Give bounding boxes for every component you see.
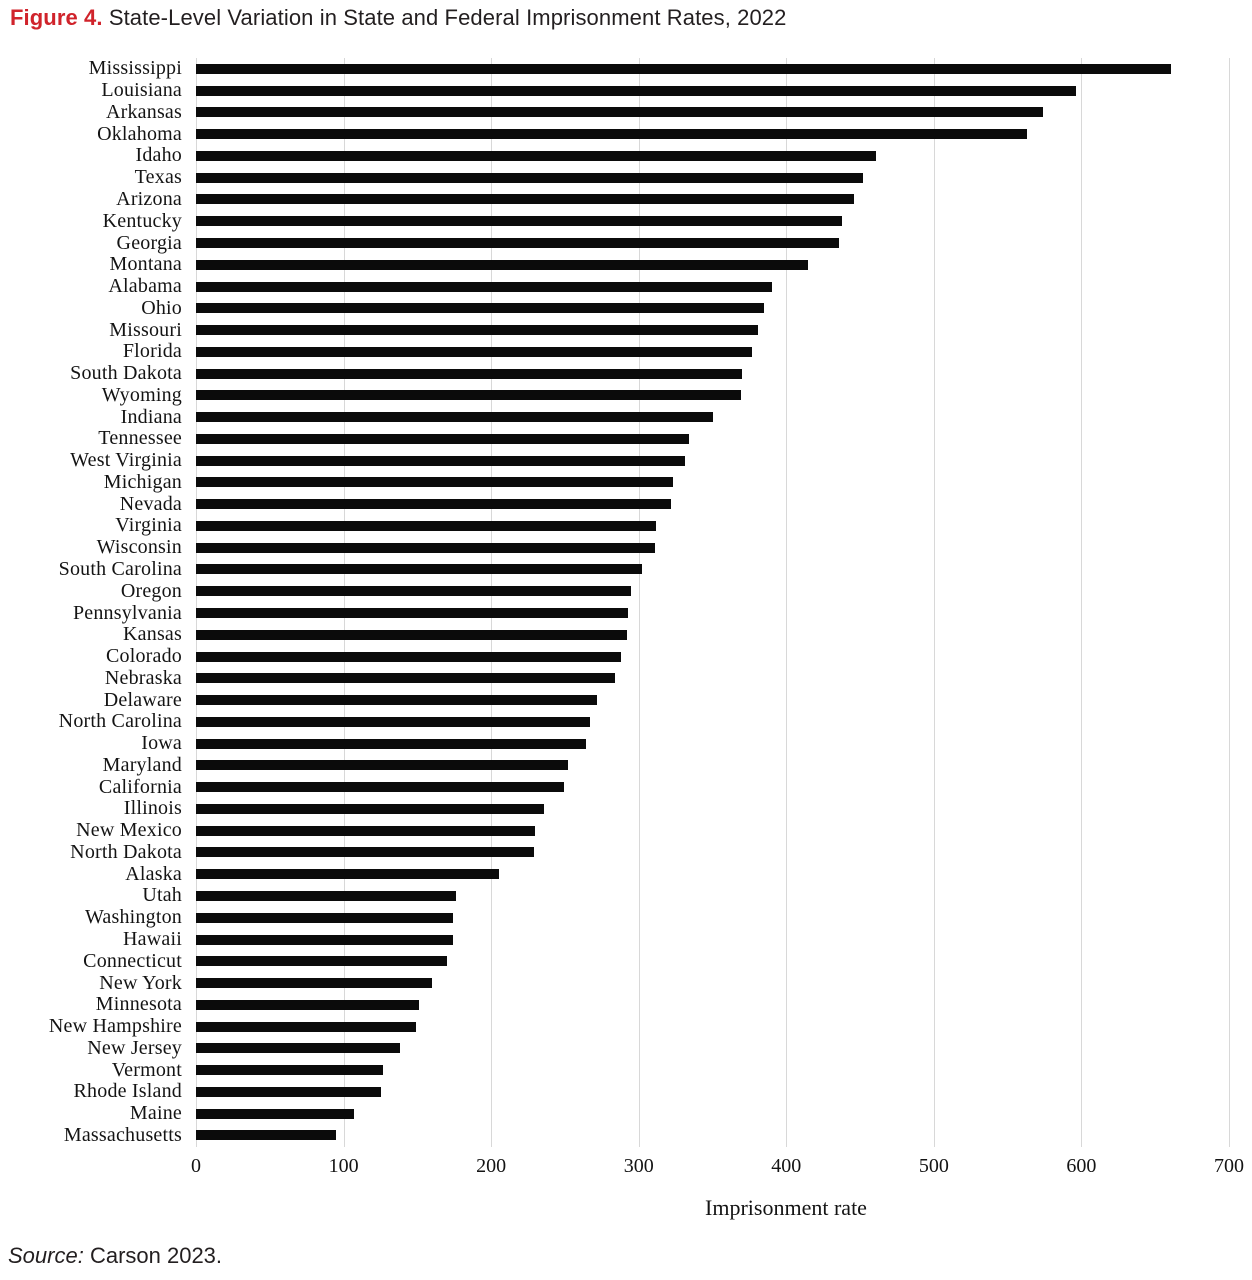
bar-track <box>196 384 1229 406</box>
bar-track <box>196 515 1229 537</box>
state-label: North Carolina <box>58 710 182 733</box>
bar <box>196 151 876 161</box>
bar <box>196 564 642 574</box>
state-label: Maryland <box>102 753 182 776</box>
bar-track <box>196 1125 1229 1147</box>
bar <box>196 935 453 945</box>
bar-track <box>196 559 1229 581</box>
state-label: Nevada <box>119 492 182 515</box>
bar-row <box>0 972 1252 994</box>
state-label: South Dakota <box>70 362 182 385</box>
state-label: New Jersey <box>87 1036 182 1059</box>
bar-track <box>196 994 1229 1016</box>
bar-track <box>196 1059 1229 1081</box>
state-label: California <box>98 775 182 798</box>
state-label: Nebraska <box>104 666 182 689</box>
bar-row <box>0 210 1252 232</box>
bar <box>196 760 568 770</box>
state-label: Connecticut <box>83 949 182 972</box>
bar-row <box>0 1103 1252 1125</box>
state-label: Texas <box>134 166 182 189</box>
state-label: Tennessee <box>98 427 182 450</box>
x-axis-tick: 500 <box>918 1155 949 1177</box>
bar <box>196 978 432 988</box>
bar-track <box>196 232 1229 254</box>
bar-row <box>0 319 1252 341</box>
bar <box>196 86 1076 96</box>
bar-track <box>196 798 1229 820</box>
state-label: Florida <box>122 340 182 363</box>
state-label: Rhode Island <box>73 1080 182 1103</box>
bar-track <box>196 711 1229 733</box>
bar-track <box>196 1103 1229 1125</box>
bar <box>196 456 685 466</box>
bar-row <box>0 123 1252 145</box>
state-label: Kansas <box>123 623 182 646</box>
bar-track <box>196 472 1229 494</box>
bar-chart <box>0 58 1252 1147</box>
state-label: Michigan <box>103 470 182 493</box>
x-axis-tick: 200 <box>476 1155 507 1177</box>
bar-row <box>0 167 1252 189</box>
bar-row <box>0 428 1252 450</box>
bar-row <box>0 689 1252 711</box>
bar-row <box>0 667 1252 689</box>
bar-track <box>196 885 1229 907</box>
bar-row <box>0 863 1252 885</box>
state-label: Arkansas <box>105 100 182 123</box>
state-label: Pennsylvania <box>72 601 182 624</box>
bar-track <box>196 972 1229 994</box>
bar <box>196 695 597 705</box>
bar-track <box>196 689 1229 711</box>
bar-row <box>0 820 1252 842</box>
bar <box>196 804 544 814</box>
x-axis <box>191 1153 1244 1179</box>
state-label: Louisiana <box>101 79 182 102</box>
bar-track <box>196 189 1229 211</box>
bar-track <box>196 80 1229 102</box>
figure-title-text: State-Level Variation in State and Federal Imprisonment Rates, 2022 <box>108 5 787 30</box>
bar-track <box>196 755 1229 777</box>
x-axis-tick: 0 <box>191 1155 201 1177</box>
bar-row <box>0 189 1252 211</box>
state-label: Illinois <box>123 797 182 820</box>
bar-track <box>196 776 1229 798</box>
bar-row <box>0 102 1252 124</box>
bar-row <box>0 580 1252 602</box>
state-label: Wisconsin <box>96 536 182 559</box>
bar-track <box>196 210 1229 232</box>
bar-row <box>0 798 1252 820</box>
state-label: Wyoming <box>101 383 182 406</box>
bar <box>196 260 808 270</box>
state-label: Idaho <box>135 144 182 167</box>
bar-row <box>0 363 1252 385</box>
state-label: Vermont <box>111 1058 182 1081</box>
bar-row <box>0 1059 1252 1081</box>
bar <box>196 1065 383 1075</box>
x-axis-label: Imprisonment rate <box>705 1195 867 1220</box>
bar-row <box>0 1125 1252 1147</box>
bar <box>196 434 689 444</box>
state-label: Kentucky <box>102 209 182 232</box>
source-note <box>8 1243 222 1269</box>
bar <box>196 1000 419 1010</box>
bar-track <box>196 733 1229 755</box>
bar-track <box>196 341 1229 363</box>
bar <box>196 325 758 335</box>
bar-track <box>196 297 1229 319</box>
bar <box>196 390 741 400</box>
state-label: Alaska <box>125 862 182 885</box>
state-label: Mississippi <box>88 57 182 80</box>
bar <box>196 891 456 901</box>
bar-track <box>196 1081 1229 1103</box>
bar-track <box>196 167 1229 189</box>
bar <box>196 521 656 531</box>
bar-row <box>0 297 1252 319</box>
bar-track <box>196 58 1229 80</box>
state-label: Ohio <box>141 296 182 319</box>
state-label: Minnesota <box>95 993 182 1016</box>
bar-row <box>0 885 1252 907</box>
bar <box>196 238 839 248</box>
bar-track <box>196 363 1229 385</box>
bar-row <box>0 493 1252 515</box>
bar-track <box>196 102 1229 124</box>
bar <box>196 1022 416 1032</box>
bar-row <box>0 58 1252 80</box>
x-axis-tick: 600 <box>1066 1155 1097 1177</box>
bar-track <box>196 624 1229 646</box>
x-axis-tick: 100 <box>328 1155 359 1177</box>
bar-row <box>0 602 1252 624</box>
bar-track <box>196 646 1229 668</box>
bar <box>196 673 615 683</box>
bar <box>196 826 535 836</box>
state-label: New Hampshire <box>48 1015 182 1038</box>
bar-track <box>196 493 1229 515</box>
bar <box>196 739 586 749</box>
bar <box>196 630 627 640</box>
bar-row <box>0 755 1252 777</box>
figure-title <box>10 5 786 31</box>
state-label: Maine <box>129 1102 182 1125</box>
state-label: North Dakota <box>70 840 182 863</box>
state-label: West Virginia <box>70 449 182 472</box>
bar <box>196 64 1171 74</box>
bar <box>196 586 631 596</box>
bar <box>196 194 854 204</box>
bar-row <box>0 929 1252 951</box>
bar <box>196 347 752 357</box>
bar <box>196 477 673 487</box>
bar <box>196 717 590 727</box>
bar-track <box>196 145 1229 167</box>
bar-track <box>196 907 1229 929</box>
bar-row <box>0 1081 1252 1103</box>
state-label: Arizona <box>116 187 182 210</box>
bar-track <box>196 406 1229 428</box>
bar <box>196 303 764 313</box>
bar-row <box>0 1016 1252 1038</box>
state-label: Indiana <box>120 405 182 428</box>
state-label: Iowa <box>141 732 182 755</box>
bar-row <box>0 1037 1252 1059</box>
bar <box>196 282 772 292</box>
state-label: New Mexico <box>76 819 182 842</box>
bar-row <box>0 537 1252 559</box>
bar-track <box>196 602 1229 624</box>
bar <box>196 913 453 923</box>
bar-row <box>0 276 1252 298</box>
bar <box>196 652 621 662</box>
bar-row <box>0 384 1252 406</box>
state-label: Montana <box>109 253 182 276</box>
bar <box>196 543 655 553</box>
bar-track <box>196 580 1229 602</box>
bar <box>196 1109 354 1119</box>
bar <box>196 173 863 183</box>
bar-track <box>196 667 1229 689</box>
bar <box>196 956 447 966</box>
bar-row <box>0 646 1252 668</box>
state-label: Delaware <box>103 688 182 711</box>
bar <box>196 1087 381 1097</box>
bar-track <box>196 428 1229 450</box>
bar-track <box>196 842 1229 864</box>
state-label: Georgia <box>116 231 182 254</box>
bar-row <box>0 472 1252 494</box>
bar <box>196 129 1027 139</box>
bar-track <box>196 537 1229 559</box>
bar-track <box>196 1016 1229 1038</box>
bar-row <box>0 232 1252 254</box>
source-label: Source: <box>8 1243 84 1268</box>
state-label: Oklahoma <box>97 122 182 145</box>
bar-row <box>0 145 1252 167</box>
bar-row <box>0 515 1252 537</box>
bar-row <box>0 907 1252 929</box>
bar-track <box>196 123 1229 145</box>
bar-row <box>0 842 1252 864</box>
x-axis-tick: 300 <box>623 1155 654 1177</box>
bar <box>196 369 742 379</box>
bar-track <box>196 319 1229 341</box>
state-label: Alabama <box>108 275 182 298</box>
bar-row <box>0 994 1252 1016</box>
bar-track <box>196 929 1229 951</box>
bar-row <box>0 406 1252 428</box>
state-label: New York <box>99 971 182 994</box>
bar <box>196 608 628 618</box>
bar-row <box>0 733 1252 755</box>
state-label: Utah <box>142 884 182 907</box>
bar-row <box>0 776 1252 798</box>
bar <box>196 869 499 879</box>
x-axis-tick: 700 <box>1214 1155 1244 1177</box>
bar-track <box>196 1037 1229 1059</box>
state-label: Hawaii <box>123 928 182 951</box>
state-label: Oregon <box>120 579 182 602</box>
x-axis-tick: 400 <box>771 1155 802 1177</box>
bar-track <box>196 950 1229 972</box>
state-label: Missouri <box>109 318 182 341</box>
bar <box>196 216 842 226</box>
bar <box>196 499 671 509</box>
figure-number: Figure 4. <box>10 5 103 30</box>
bar <box>196 782 564 792</box>
bar-track <box>196 820 1229 842</box>
bar <box>196 412 713 422</box>
bar-row <box>0 341 1252 363</box>
state-label: Colorado <box>105 645 182 668</box>
state-label: South Carolina <box>58 558 182 580</box>
bar-row <box>0 711 1252 733</box>
bar-track <box>196 254 1229 276</box>
bar-row <box>0 450 1252 472</box>
bar-track <box>196 450 1229 472</box>
state-label: Washington <box>84 906 182 929</box>
bar <box>196 1043 400 1053</box>
bar-row <box>0 254 1252 276</box>
bar-row <box>0 80 1252 102</box>
bar-track <box>196 863 1229 885</box>
bar <box>196 847 534 857</box>
bar-row <box>0 950 1252 972</box>
state-label: Virginia <box>115 514 182 537</box>
bar <box>196 107 1043 117</box>
state-label: Massachusetts <box>63 1123 182 1146</box>
bar-track <box>196 276 1229 298</box>
bar-row <box>0 624 1252 646</box>
source-text: Carson 2023. <box>83 1243 223 1268</box>
bar <box>196 1130 336 1140</box>
bar-row <box>0 559 1252 581</box>
